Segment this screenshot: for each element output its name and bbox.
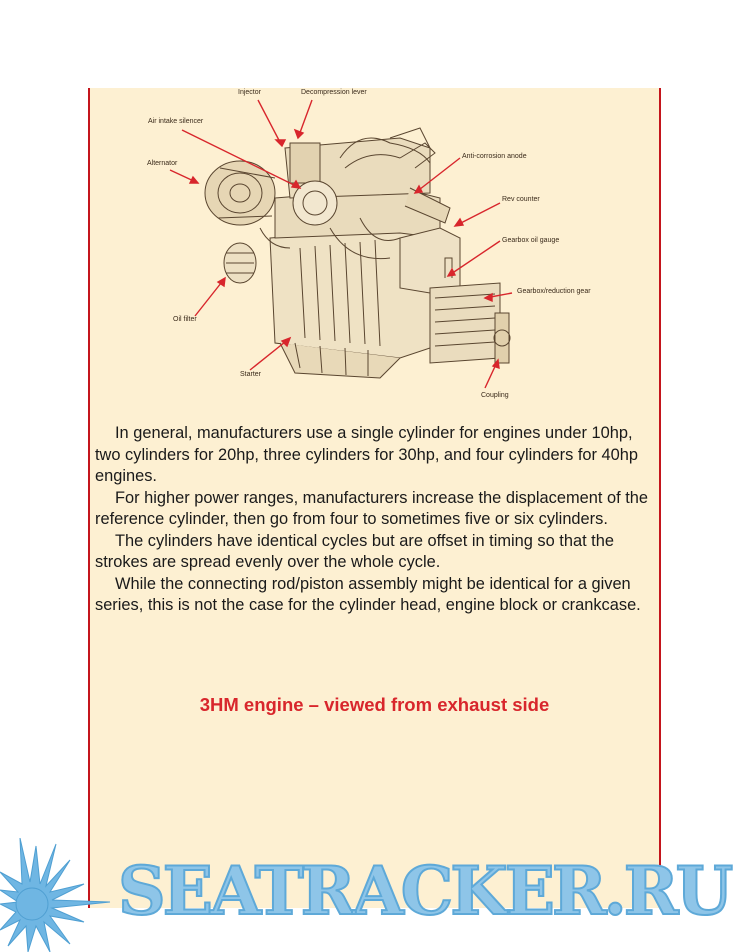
engine-drawing — [205, 128, 510, 378]
label-rev-counter: Rev counter — [502, 196, 540, 203]
paragraph: While the connecting rod/piston assembly might be identical for a given series, this is not the case for the cylinder head, engine block or crankcase. — [95, 574, 641, 614]
watermark-text: SEATRACKER.RU — [118, 852, 731, 930]
label-gearbox-reduction-gear: Gearbox/reduction gear — [517, 288, 591, 295]
label-injector: Injector — [238, 89, 261, 96]
label-decompression-lever: Decompression lever — [301, 89, 367, 96]
figure-caption: 3HM engine – viewed from exhaust side — [199, 694, 550, 715]
label-gearbox-oil-gauge: Gearbox oil gauge — [502, 237, 560, 244]
label-coupling: Coupling — [481, 392, 509, 399]
body-text — [95, 423, 655, 617]
paragraph: For higher power ranges, manufacturers increase the displacement of the reference cylinder, then go from four to sometimes five or six cylinders. — [95, 488, 648, 528]
paragraph: The cylinders have identical cycles but are offset in timing so that the strokes are spread evenly over the whole cycle. — [95, 531, 614, 571]
label-alternator: Alternator — [147, 160, 178, 167]
label-oil-filter: Oil filter — [173, 316, 197, 323]
label-air-intake-silencer: Air intake silencer — [148, 118, 204, 125]
label-starter: Starter — [240, 371, 262, 378]
label-anti-corrosion-anode: Anti-corrosion anode — [462, 153, 527, 160]
engine-illustration — [100, 88, 620, 408]
paragraph: In general, manufacturers use a single cylinder for engines under 10hp, two cylinders for 20hp, three cylinders for 30hp, and four cylinders for 40hp engines. — [95, 424, 639, 485]
